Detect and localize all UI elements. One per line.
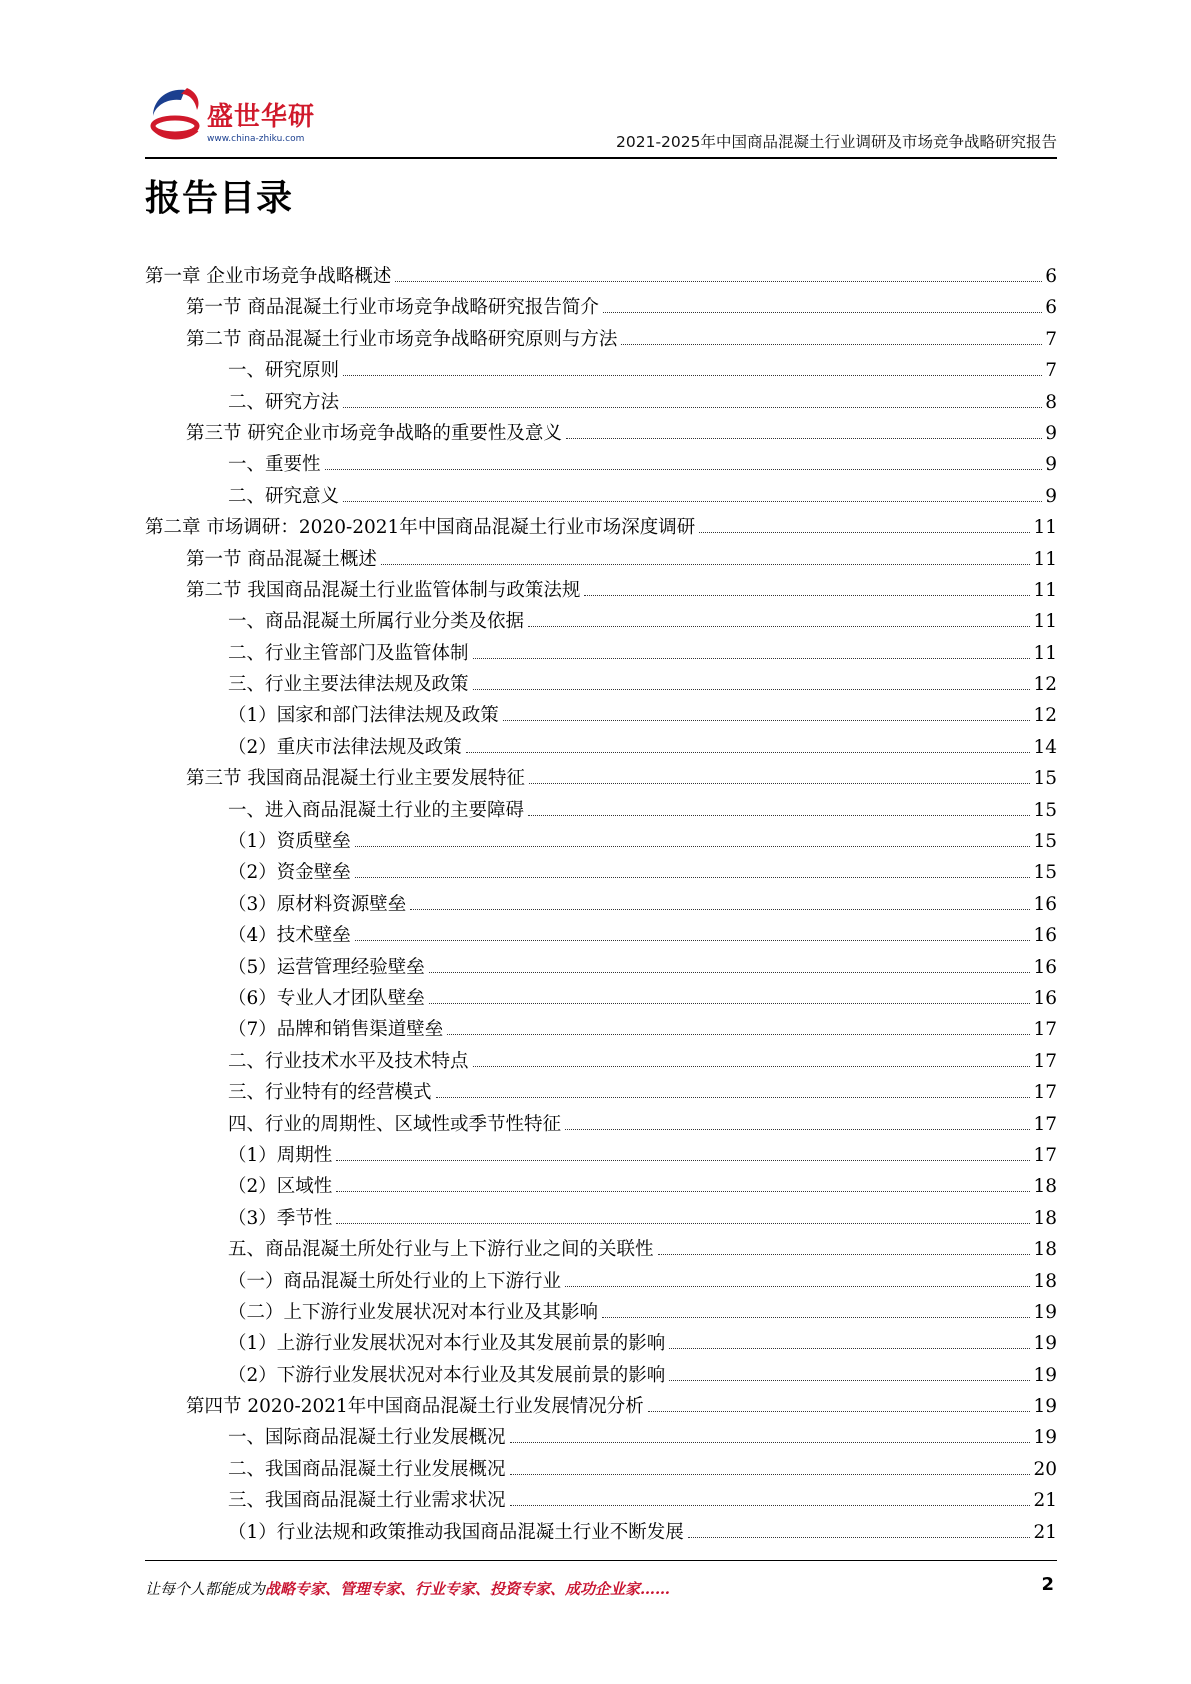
toc-leader-dots — [355, 940, 1031, 941]
toc-leader-dots — [529, 783, 1031, 784]
toc-entry-page: 9 — [1045, 422, 1057, 444]
toc-leader-dots — [336, 1223, 1030, 1224]
toc-leader-dots — [381, 564, 1031, 565]
toc-entry-title: 第二节 我国商品混凝土行业监管体制与政策法规 — [186, 579, 581, 601]
toc-entry-page: 6 — [1045, 266, 1057, 287]
toc-entry-title: 二、研究意义 — [228, 485, 340, 507]
toc-entry[interactable] — [145, 356, 1057, 387]
toc-entry-page: 16 — [1033, 893, 1057, 915]
toc-entry[interactable] — [145, 953, 1057, 984]
toc-entry[interactable] — [145, 921, 1057, 952]
company-logo — [145, 84, 335, 154]
toc-entry-page: 14 — [1033, 736, 1057, 758]
toc-entry[interactable] — [145, 262, 1057, 293]
toc-leader-dots — [510, 1442, 1031, 1443]
toc-entry[interactable] — [145, 293, 1057, 324]
toc-entry-page: 11 — [1033, 611, 1057, 633]
toc-entry-title: （1）周期性 — [228, 1144, 333, 1166]
toc-leader-dots — [669, 1348, 1030, 1349]
toc-entry-title: 五、商品混凝土所处行业与上下游行业之间的关联性 — [228, 1239, 654, 1261]
footer-slogan — [145, 1578, 670, 1599]
toc-entry-title: 二、行业主管部门及监管体制 — [228, 642, 469, 664]
toc-leader-dots — [429, 972, 1031, 973]
toc-leader-dots — [669, 1380, 1030, 1381]
toc-entry-page: 11 — [1033, 548, 1057, 570]
toc-entry-page: 11 — [1033, 517, 1057, 539]
toc-entry-page: 18 — [1033, 1176, 1057, 1198]
toc-leader-dots — [325, 469, 1043, 470]
toc-leader-dots — [603, 312, 1042, 313]
toc-entry[interactable] — [145, 576, 1057, 607]
toc-entry[interactable] — [145, 1486, 1057, 1517]
logo-text: 盛世华研 — [207, 102, 316, 132]
toc-entry-title: 第三节 研究企业市场竞争战略的重要性及意义 — [186, 422, 562, 444]
toc-entry-title: （1）国家和部门法律法规及政策 — [228, 705, 499, 727]
toc-entry-title: （3）季节性 — [228, 1207, 333, 1229]
toc-leader-dots — [336, 1160, 1030, 1161]
toc-entry[interactable] — [145, 545, 1057, 576]
toc-entry-page: 17 — [1033, 1019, 1057, 1041]
toc-entry-title: （5）运营管理经验壁垒 — [228, 956, 425, 978]
toc-entry-page: 8 — [1045, 391, 1057, 413]
toc-entry-title: 三、行业主要法律法规及政策 — [228, 674, 469, 696]
toc-entry-page: 15 — [1033, 768, 1057, 790]
toc-leader-dots — [343, 501, 1042, 502]
toc-entry-page: 9 — [1045, 485, 1057, 507]
toc-leader-dots — [503, 720, 1031, 721]
toc-entry[interactable] — [145, 1204, 1057, 1235]
toc-entry-page: 18 — [1033, 1207, 1057, 1229]
toc-entry-title: 二、我国商品混凝土行业发展概况 — [228, 1458, 506, 1480]
page-number: 2 — [1041, 1574, 1054, 1595]
toc-entry-title: （2）下游行业发展状况对本行业及其发展前景的影响 — [228, 1364, 666, 1386]
toc-leader-dots — [528, 815, 1030, 816]
toc-entry[interactable] — [145, 890, 1057, 921]
toc-leader-dots — [528, 626, 1030, 627]
logo-url: www.china-zhiku.com — [207, 134, 305, 144]
toc-entry[interactable] — [145, 1423, 1057, 1454]
table-of-contents — [145, 262, 1057, 1549]
toc-entry-page: 15 — [1033, 799, 1057, 821]
toc-entry-title: （一）商品混凝土所处行业的上下游行业 — [228, 1270, 562, 1292]
footer-divider — [145, 1560, 1057, 1561]
toc-entry[interactable] — [145, 858, 1057, 889]
toc-entry-page: 21 — [1033, 1521, 1057, 1543]
toc-entry-page: 19 — [1033, 1333, 1057, 1355]
toc-leader-dots — [658, 1254, 1031, 1255]
toc-entry-page: 11 — [1033, 579, 1057, 601]
toc-entry[interactable] — [145, 1047, 1057, 1078]
toc-entry-page: 7 — [1045, 328, 1057, 350]
logo-emblem-icon — [145, 84, 207, 146]
toc-entry-page: 19 — [1033, 1301, 1057, 1323]
toc-leader-dots — [648, 1411, 1031, 1412]
slogan-highlight: 战略专家、管理专家、行业专家、投资专家、成功企业家…… — [265, 1580, 671, 1598]
toc-entry-page: 19 — [1033, 1427, 1057, 1449]
toc-entry[interactable] — [145, 733, 1057, 764]
toc-entry-page: 15 — [1033, 831, 1057, 853]
toc-entry-title: 一、重要性 — [228, 454, 321, 476]
toc-entry-page: 15 — [1033, 862, 1057, 884]
toc-entry-title: （4）技术壁垒 — [228, 925, 351, 947]
toc-leader-dots — [343, 375, 1042, 376]
toc-entry[interactable] — [145, 388, 1057, 419]
toc-leader-dots — [336, 1191, 1030, 1192]
toc-entry-page: 19 — [1033, 1396, 1057, 1418]
toc-entry[interactable] — [145, 1392, 1057, 1423]
toc-leader-dots — [510, 1474, 1031, 1475]
toc-entry-page: 17 — [1033, 1050, 1057, 1072]
toc-entry-title: （2）区域性 — [228, 1176, 333, 1198]
toc-leader-dots — [602, 1317, 1030, 1318]
toc-entry-page: 17 — [1033, 1144, 1057, 1166]
toc-entry-title: （1）行业法规和政策推动我国商品混凝土行业不断发展 — [228, 1521, 684, 1543]
toc-entry-title: 第一章 企业市场竞争战略概述 — [145, 266, 392, 287]
toc-entry-title: （1）资质壁垒 — [228, 831, 351, 853]
toc-entry-title: 一、国际商品混凝土行业发展概况 — [228, 1427, 506, 1449]
toc-entry[interactable] — [145, 701, 1057, 732]
toc-leader-dots — [343, 407, 1042, 408]
toc-entry[interactable] — [145, 827, 1057, 858]
toc-entry[interactable] — [145, 1455, 1057, 1486]
toc-entry-page: 19 — [1033, 1364, 1057, 1386]
toc-entry-title: 第三节 我国商品混凝土行业主要发展特征 — [186, 768, 525, 790]
toc-entry[interactable] — [145, 764, 1057, 795]
toc-leader-dots — [565, 1129, 1030, 1130]
toc-entry-title: 第二节 商品混凝土行业市场竞争战略研究原则与方法 — [186, 328, 618, 350]
toc-entry-title: 三、行业特有的经营模式 — [228, 1082, 432, 1104]
toc-leader-dots — [410, 909, 1030, 910]
toc-entry[interactable] — [145, 639, 1057, 670]
page-header — [145, 78, 1057, 158]
toc-entry-page: 9 — [1045, 454, 1057, 476]
toc-entry[interactable] — [145, 1015, 1057, 1046]
toc-entry-title: 第一节 商品混凝土概述 — [186, 548, 377, 570]
toc-entry-title: 第四节 2020-2021年中国商品混凝土行业发展情况分析 — [186, 1396, 644, 1418]
toc-entry-page: 12 — [1033, 705, 1057, 727]
toc-entry[interactable] — [145, 1172, 1057, 1203]
toc-leader-dots — [565, 1286, 1030, 1287]
toc-entry[interactable] — [145, 1298, 1057, 1329]
toc-leader-dots — [473, 658, 1031, 659]
toc-leader-dots — [447, 1034, 1030, 1035]
toc-entry-title: 一、商品混凝土所属行业分类及依据 — [228, 611, 525, 633]
toc-entry-page: 11 — [1033, 642, 1057, 664]
toc-entry-page: 7 — [1045, 360, 1057, 382]
toc-leader-dots — [584, 595, 1030, 596]
toc-entry[interactable] — [145, 325, 1057, 356]
toc-entry-title: （2）重庆市法律法规及政策 — [228, 736, 462, 758]
toc-entry-page: 6 — [1045, 297, 1057, 319]
toc-entry[interactable] — [145, 513, 1057, 544]
toc-entry-title: 第二章 市场调研：2020-2021年中国商品混凝土行业市场深度调研 — [145, 517, 696, 539]
toc-entry-page: 12 — [1033, 674, 1057, 696]
toc-entry-title: 第一节 商品混凝土行业市场竞争战略研究报告简介 — [186, 297, 599, 319]
toc-entry[interactable] — [145, 796, 1057, 827]
toc-entry[interactable] — [145, 1267, 1057, 1298]
toc-entry-title: （二）上下游行业发展状况对本行业及其影响 — [228, 1301, 599, 1323]
toc-leader-dots — [355, 877, 1031, 878]
toc-entry-page: 20 — [1033, 1458, 1057, 1480]
toc-entry-title: 四、行业的周期性、区域性或季节性特征 — [228, 1113, 562, 1135]
toc-entry[interactable] — [145, 1235, 1057, 1266]
toc-entry-title: 三、我国商品混凝土行业需求状况 — [228, 1490, 506, 1512]
toc-entry-page: 18 — [1033, 1270, 1057, 1292]
toc-entry[interactable] — [145, 1078, 1057, 1109]
page-title: 报告目录 — [145, 178, 294, 219]
toc-entry-page: 16 — [1033, 987, 1057, 1009]
toc-entry[interactable] — [145, 1329, 1057, 1360]
toc-entry[interactable] — [145, 419, 1057, 450]
toc-entry[interactable] — [145, 670, 1057, 701]
toc-entry-page: 17 — [1033, 1113, 1057, 1135]
toc-leader-dots — [466, 752, 1031, 753]
toc-entry-page: 17 — [1033, 1082, 1057, 1104]
toc-leader-dots — [473, 689, 1031, 690]
toc-entry-title: （1）上游行业发展状况对本行业及其发展前景的影响 — [228, 1333, 666, 1355]
toc-entry[interactable] — [145, 1361, 1057, 1392]
toc-leader-dots — [510, 1505, 1031, 1506]
toc-leader-dots — [436, 1097, 1031, 1098]
toc-entry-title: （7）品牌和销售渠道壁垒 — [228, 1019, 444, 1041]
toc-entry[interactable] — [145, 1110, 1057, 1141]
toc-leader-dots — [429, 1003, 1031, 1004]
toc-leader-dots — [566, 438, 1042, 439]
toc-entry-page: 16 — [1033, 956, 1057, 978]
toc-entry[interactable] — [145, 1518, 1057, 1549]
toc-entry-title: （2）资金壁垒 — [228, 862, 351, 884]
toc-entry-title: （6）专业人才团队壁垒 — [228, 987, 425, 1009]
toc-leader-dots — [355, 846, 1031, 847]
header-divider — [145, 157, 1057, 159]
toc-entry-title: 一、进入商品混凝土行业的主要障碍 — [228, 799, 525, 821]
toc-leader-dots — [621, 344, 1042, 345]
toc-entry[interactable] — [145, 607, 1057, 638]
toc-entry-title: 二、行业技术水平及技术特点 — [228, 1050, 469, 1072]
toc-leader-dots — [688, 1537, 1031, 1538]
toc-entry-page: 21 — [1033, 1490, 1057, 1512]
toc-entry-title: 二、研究方法 — [228, 391, 340, 413]
report-title: 2021-2025年中国商品混凝土行业调研及市场竞争战略研究报告 — [616, 133, 1057, 151]
toc-leader-dots — [473, 1066, 1031, 1067]
toc-entry[interactable] — [145, 1141, 1057, 1172]
toc-entry[interactable] — [145, 984, 1057, 1015]
slogan-prefix: 让每个人都能成为 — [145, 1580, 266, 1598]
toc-entry-title: （3）原材料资源壁垒 — [228, 893, 407, 915]
toc-entry-title: 一、研究原则 — [228, 360, 340, 382]
toc-entry-page: 16 — [1033, 925, 1057, 947]
toc-entry[interactable] — [145, 450, 1057, 481]
toc-entry-page: 18 — [1033, 1239, 1057, 1261]
toc-entry[interactable] — [145, 482, 1057, 513]
toc-leader-dots — [395, 281, 1042, 282]
toc-leader-dots — [699, 532, 1030, 533]
